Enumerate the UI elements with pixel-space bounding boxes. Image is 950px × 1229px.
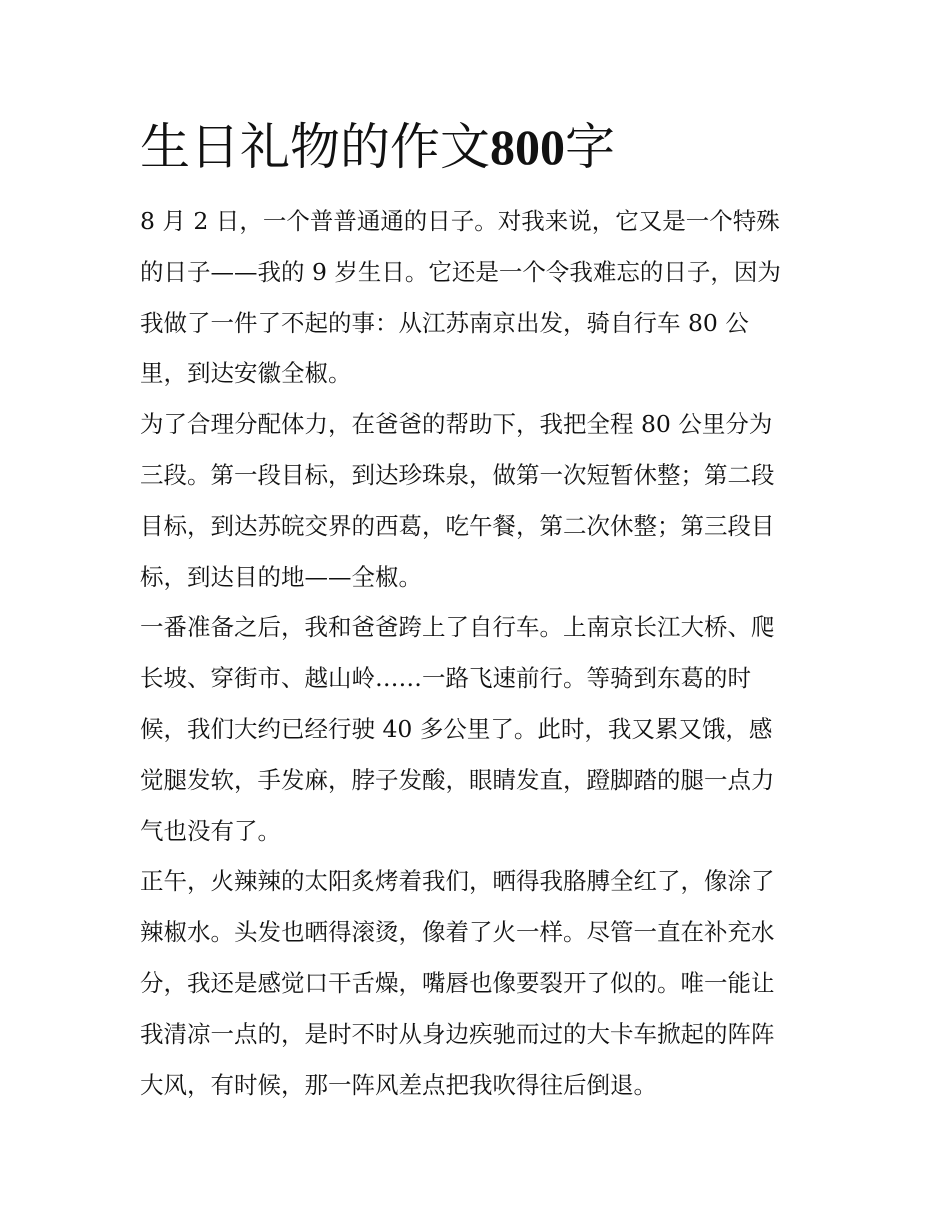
paragraph-line: 候，我们大约已经行驶 40 多公里了。此时，我又累又饿，感: [140, 714, 773, 743]
document-body: [140, 196, 812, 1110]
paragraph-line: 的日子——我的 9 岁生日。它还是一个令我难忘的日子，因为: [140, 257, 781, 286]
paragraph-line: 我做了一件了不起的事：从江苏南京出发，骑自行车 80 公: [140, 308, 749, 337]
paragraph-line: 三段。第一段目标，到达珍珠泉，做第一次短暂休整；第二段: [140, 460, 775, 489]
paragraph-line: 气也没有了。: [140, 816, 281, 845]
paragraph-4: [140, 856, 812, 1110]
paragraph-line: 里，到达安徽全椒。: [140, 359, 352, 388]
paragraph-line: 我清凉一点的，是时不时从身边疾驰而过的大卡车掀起的阵阵: [140, 1019, 775, 1048]
document-title: [140, 116, 615, 178]
paragraph-line: 大风，有时候，那一阵风差点把我吹得往后倒退。: [140, 1070, 657, 1099]
paragraph-line: 一番准备之后，我和爸爸跨上了自行车。上南京长江大桥、爬: [140, 613, 775, 642]
paragraph-line: 8 月 2 日，一个普普通通的日子。对我来说，它又是一个特殊: [140, 207, 780, 235]
paragraph-line: 正午，火辣辣的太阳炙烤着我们，晒得我胳膊全红了，像涂了: [140, 867, 775, 896]
paragraph-1: [140, 196, 812, 399]
paragraph-3: [140, 602, 812, 856]
title-number: 800: [490, 119, 565, 175]
title-prefix: 生日礼物的作文: [140, 118, 490, 176]
paragraph-line: 长坡、穿街市、越山岭……一路飞速前行。等骑到东葛的时: [140, 664, 751, 693]
paragraph-line: 分，我还是感觉口干舌燥，嘴唇也像要裂开了似的。唯一能让: [140, 968, 775, 997]
paragraph-line: 标，到达目的地——全椒。: [140, 562, 422, 591]
paragraph-line: 觉腿发软，手发麻，脖子发酸，眼睛发直，蹬脚踏的腿一点力: [140, 765, 775, 794]
paragraph-line: 为了合理分配体力，在爸爸的帮助下，我把全程 80 公里分为: [140, 410, 773, 439]
paragraph-2: [140, 399, 812, 602]
paragraph-line: 目标，到达苏皖交界的西葛，吃午餐，第二次休整；第三段目: [140, 511, 775, 540]
paragraph-line: 辣椒水。头发也晒得滚烫，像着了火一样。尽管一直在补充水: [140, 918, 775, 947]
title-suffix: 字: [565, 118, 615, 176]
